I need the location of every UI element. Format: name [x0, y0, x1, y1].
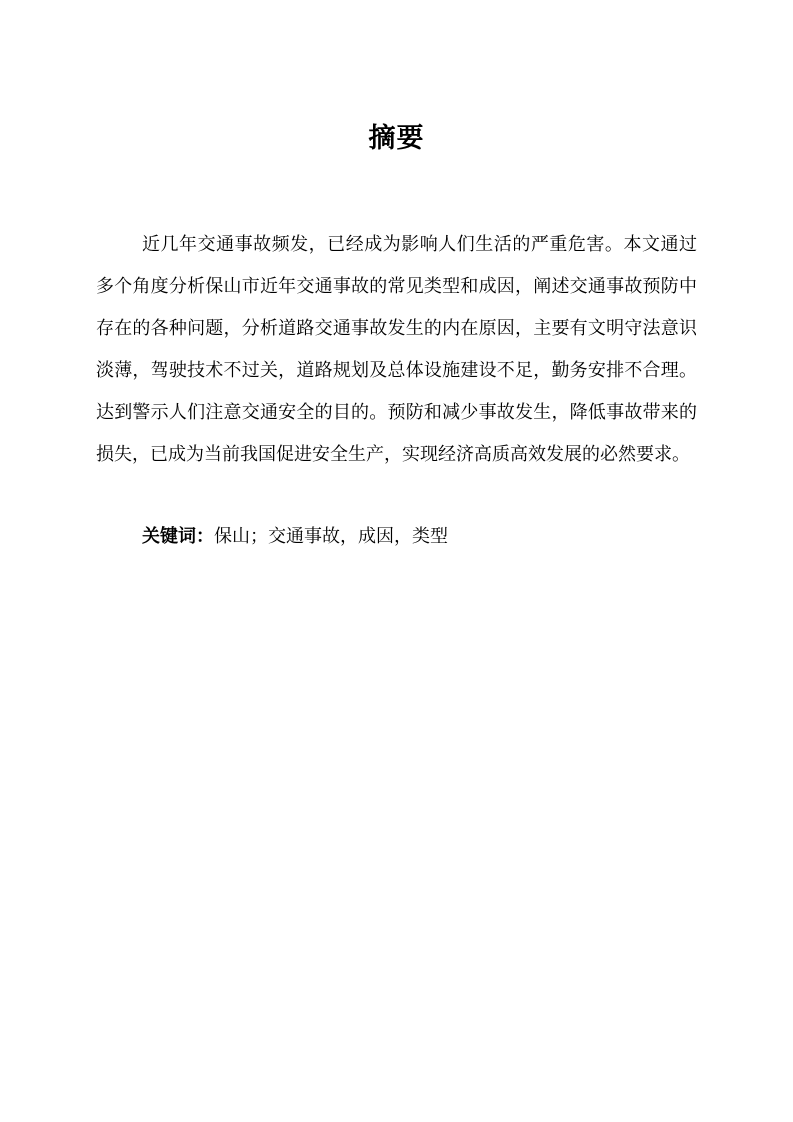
abstract-paragraph: 近几年交通事故频发，已经成为影响人们生活的严重危害。本文通过多个角度分析保山市近年交通事故的常见类型和成因，阐述交通事故预防中存在的各种问题，分析道路交通事故发生的内在原因，主要有文明守法意识淡薄，驾驶技术不过关，道路规划及总体设施建设不足，勤务安排不合理。达到警示人们注意交通安全的目的。预防和减少事故发生，降低事故带来的损失，已成为当前我国促进安全生产，实现经济高质高效发展的必然要求。 — [96, 234, 697, 464]
keywords-label: 关键词： — [142, 526, 214, 546]
keywords-value: 保山；交通事故，成因，类型 — [214, 526, 448, 546]
page-title: 摘要 — [368, 123, 425, 153]
keywords-line — [96, 515, 697, 557]
